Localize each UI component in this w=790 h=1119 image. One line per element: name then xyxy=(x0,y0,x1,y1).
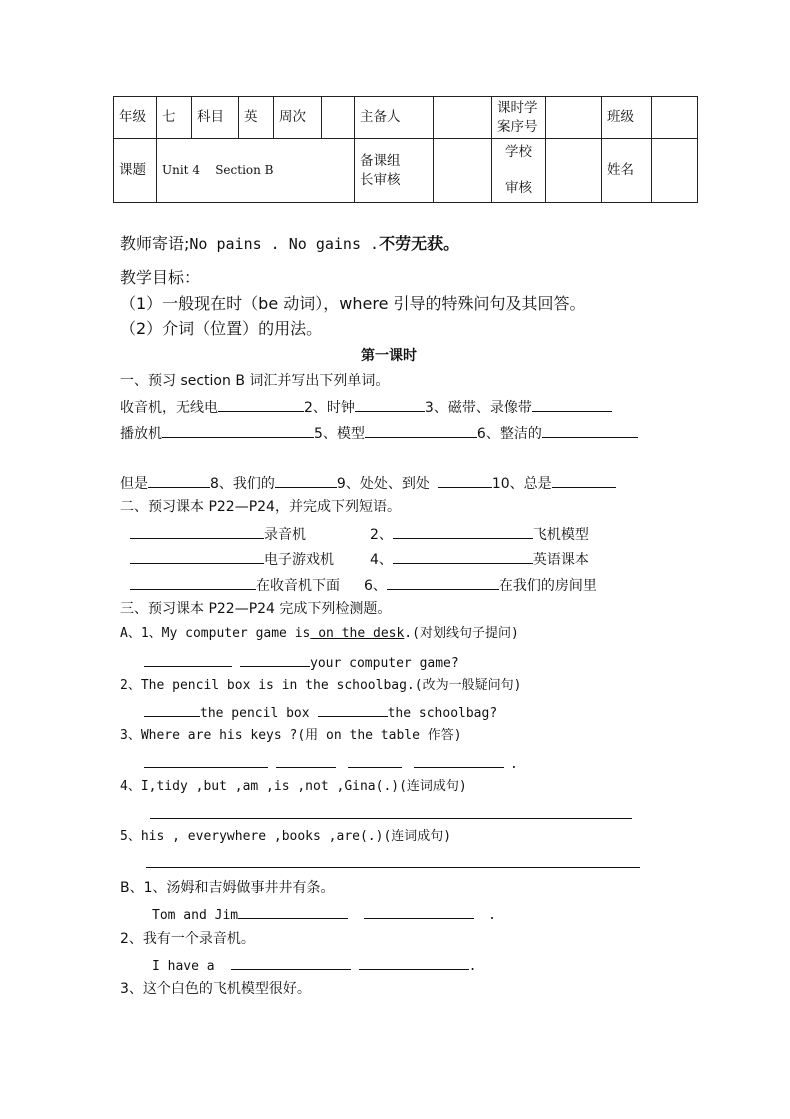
a3-blank-4[interactable] xyxy=(414,752,504,768)
vocab-clock: 2、时钟 xyxy=(304,400,355,416)
a2-blank-2[interactable] xyxy=(318,701,388,717)
vocab-tape: 3、磁带、录像带 xyxy=(424,400,532,416)
vocab-row-2 xyxy=(120,422,638,444)
a2-text-2: the schoolbag? xyxy=(387,706,498,721)
phrase-num-2: 2、 xyxy=(370,527,393,543)
group-review-value xyxy=(434,139,492,203)
b1-period: . xyxy=(488,908,496,923)
answer-a1 xyxy=(144,651,459,674)
a1-text: A、1、My computer game is xyxy=(120,626,311,641)
a1-underlined: on the desk xyxy=(310,626,405,641)
question-b3: 3、这个白色的飞机模型很好。 xyxy=(120,981,311,997)
question-a3: 3、Where are his keys ?(用 on the table 作答) xyxy=(120,728,462,743)
class-value xyxy=(652,97,698,139)
b2-blank-1[interactable] xyxy=(231,954,351,970)
vocab-model: 5、模型 xyxy=(314,426,365,442)
vocab-but: 但是 xyxy=(120,476,148,492)
grade-label: 年级 xyxy=(114,97,157,139)
phrase-row-3 xyxy=(130,574,597,596)
preparer-label: 主备人 xyxy=(355,97,434,139)
motto-chinese: 不劳无获。 xyxy=(379,234,460,253)
b2-text: I have a xyxy=(152,959,215,974)
a3-period: . xyxy=(510,757,518,772)
subject-label: 科目 xyxy=(192,97,239,139)
name-label: 姓名 xyxy=(602,139,652,203)
a3-blank-1[interactable] xyxy=(144,752,268,768)
b2-blank-2[interactable] xyxy=(359,954,469,970)
phrase-blank-4[interactable] xyxy=(393,548,533,564)
grade-value: 七 xyxy=(157,97,192,139)
a1-blank-1[interactable] xyxy=(144,651,232,667)
vocab-player: 播放机 xyxy=(120,426,162,442)
school-review-label-line2: 审核 xyxy=(505,180,532,196)
answer-a3 xyxy=(144,752,518,775)
blank-1[interactable] xyxy=(218,396,304,412)
lesson-no-label-line1: 课时学 xyxy=(497,99,538,116)
question-a2: 2、The pencil box is in the schoolbag.(改为一般疑问句) xyxy=(120,678,522,693)
blank-2[interactable] xyxy=(355,396,425,412)
a3-blank-3[interactable] xyxy=(348,752,402,768)
phrase-tape-player: 录音机 xyxy=(264,527,306,543)
subject-value: 英 xyxy=(239,97,274,139)
motto-prefix: 教师寄语; xyxy=(120,234,190,253)
objectives-heading: 教学目标： xyxy=(120,268,201,287)
phrase-blank-6[interactable] xyxy=(387,574,499,590)
section3-heading: 三、预习课本 P22—P24 完成下列检测题。 xyxy=(120,601,392,617)
phrase-row-1 xyxy=(130,523,589,545)
school-review-value xyxy=(546,139,602,203)
week-label: 周次 xyxy=(274,97,322,139)
lesson-title: 第一课时 xyxy=(361,348,417,364)
blank-6[interactable] xyxy=(542,422,638,438)
a1-instruction: .(对划线句子提问) xyxy=(404,626,519,641)
a1-blank-2[interactable] xyxy=(240,651,310,667)
phrase-under-radio: 在收音机下面 xyxy=(256,578,340,594)
lesson-no-value xyxy=(546,97,602,139)
vocab-always: 10、总是 xyxy=(491,476,552,492)
school-review-label xyxy=(492,139,546,203)
motto-english: No pains . No gains . xyxy=(189,235,380,253)
phrase-blank-3[interactable] xyxy=(130,548,264,564)
a2-blank-1[interactable] xyxy=(144,701,200,717)
vocab-everywhere: 9、处处、到处 xyxy=(336,476,430,492)
blank-5[interactable] xyxy=(365,422,477,438)
teacher-motto xyxy=(120,234,459,254)
phrase-game: 电子游戏机 xyxy=(264,552,334,568)
phrase-blank-1[interactable] xyxy=(130,523,264,539)
topic-label: 课题 xyxy=(114,139,157,203)
a4-answer-line[interactable] xyxy=(150,818,632,819)
objective-2: （2）介词（位置）的用法。 xyxy=(120,319,323,338)
topic-value xyxy=(157,139,355,203)
question-a4: 4、I,tidy ,but ,am ,is ,not ,Gina(.)(连词成句) xyxy=(120,779,467,794)
lesson-no-label xyxy=(492,97,546,139)
question-a1 xyxy=(120,624,519,644)
b1-blank-1[interactable] xyxy=(238,903,348,919)
blank-8[interactable] xyxy=(275,472,337,488)
blank-7[interactable] xyxy=(148,472,210,488)
blank-9[interactable] xyxy=(438,472,492,488)
section2-heading: 二、预习课本 P22—P24，并完成下列短语。 xyxy=(120,499,401,515)
answer-b2 xyxy=(152,954,476,977)
school-review-label-line1: 学校 xyxy=(505,144,532,160)
question-b1: B、1、汤姆和吉姆做事井井有条。 xyxy=(120,880,335,896)
phrase-num-4: 4、 xyxy=(370,552,393,568)
preparer-value xyxy=(434,97,492,139)
group-review-label-line2: 长审核 xyxy=(360,171,401,188)
phrase-row-2 xyxy=(130,548,589,570)
week-value xyxy=(322,97,355,139)
phrase-english-book: 英语课本 xyxy=(532,552,589,568)
question-a5: 5、his , everywhere ,books ,are(.)(连词成句) xyxy=(120,829,452,844)
vocab-our: 8、我们的 xyxy=(210,476,275,492)
vocab-radio: 收音机，无线电 xyxy=(120,400,218,416)
header-table xyxy=(113,96,698,203)
phrase-blank-2[interactable] xyxy=(393,523,533,539)
phrase-model-plane: 飞机模型 xyxy=(532,527,589,543)
name-value xyxy=(652,139,698,203)
vocab-row-3 xyxy=(120,472,616,494)
lesson-no-label-line2: 案序号 xyxy=(497,118,538,135)
section1-heading: 一、预习 section B 词汇并写出下列单词。 xyxy=(120,373,390,389)
topic-text: Unit 4 Section B xyxy=(162,163,274,177)
a3-blank-2[interactable] xyxy=(276,752,336,768)
vocab-tidy: 6、整洁的 xyxy=(476,426,542,442)
group-review-label xyxy=(355,139,434,203)
group-review-label-line1: 备课组 xyxy=(360,152,401,169)
b2-period: . xyxy=(468,959,477,974)
phrase-in-our-room: 在我们的房间里 xyxy=(498,578,597,594)
a5-answer-line[interactable] xyxy=(146,867,640,868)
b1-text: Tom and Jim xyxy=(152,908,239,923)
a2-text-1: the pencil box xyxy=(200,706,310,721)
phrase-blank-5[interactable] xyxy=(130,574,256,590)
phrase-num-6: 6、 xyxy=(364,578,387,594)
answer-b1 xyxy=(152,903,496,926)
blank-4[interactable] xyxy=(162,422,314,438)
a1-answer-text: your computer game? xyxy=(310,656,459,671)
objective-1: （1）一般现在时（be 动词），where 引导的特殊问句及其回答。 xyxy=(120,294,586,313)
question-b2: 2、我有一个录音机。 xyxy=(120,931,255,947)
blank-3[interactable] xyxy=(532,396,612,412)
answer-a2 xyxy=(144,701,497,724)
b1-blank-2[interactable] xyxy=(364,903,474,919)
class-label: 班级 xyxy=(602,97,652,139)
blank-10[interactable] xyxy=(552,472,616,488)
vocab-row-1 xyxy=(120,396,612,418)
